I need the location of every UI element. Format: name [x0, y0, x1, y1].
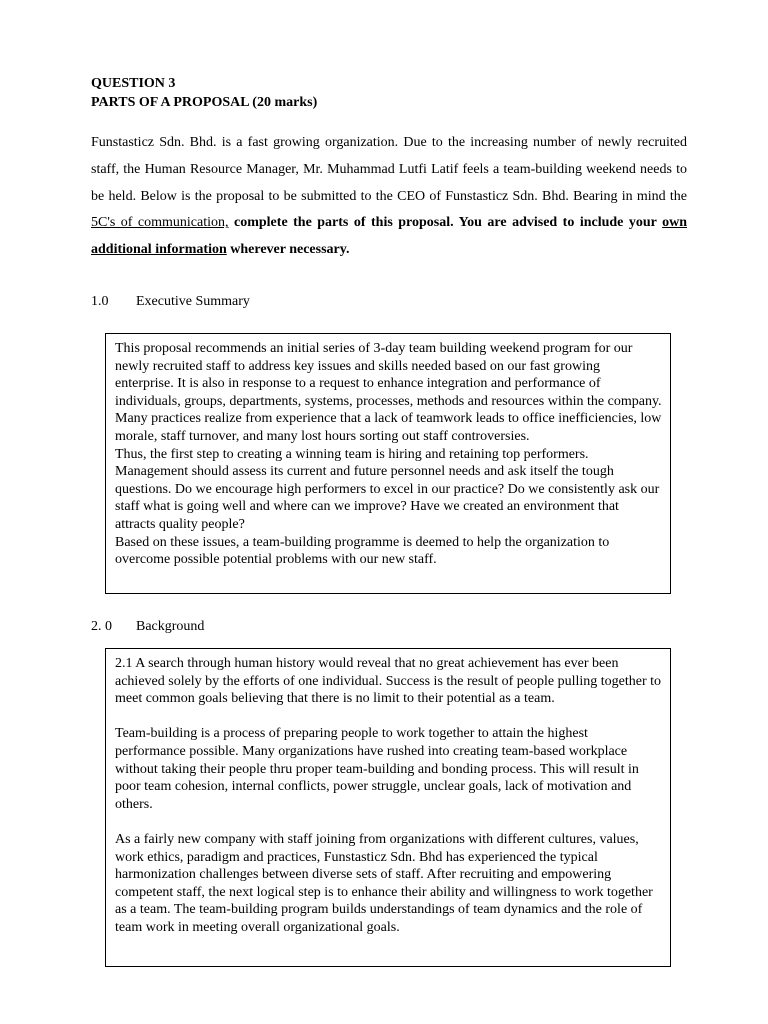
section-heading-executive-summary [91, 293, 250, 311]
section-title: Background [136, 619, 205, 634]
intro-text: Funstasticz Sdn. Bhd. is a fast growing organization. Due to the increasing number of newly recruited staff, the Human Resource Manager, Mr. Muhammad Lutfi Latif feels a team-building weekend needs to be held. Below is the proposal to be submitted to the CEO of Funstasticz Sdn. Bhd. Bearing in mind the [91, 135, 687, 204]
section-number: 1.0 [91, 294, 109, 309]
section-title: Executive Summary [136, 294, 250, 309]
question-subtitle: PARTS OF A PROPOSAL (20 marks) [91, 95, 318, 110]
summary-paragraph: Based on these issues, a team-building programme is deemed to help the organization to overcome possible potential problems with our new staff. [115, 534, 610, 568]
summary-paragraph: This proposal recommends an initial series of 3-day team building weekend program for our newly recruited staff to address key issues and skills needed based on our fast growing enterprise. It is also in response to a request to enhance integration and performance of individuals, groups, departments, systems, processes, methods and resources within the company. Many practices realize from experience that a lack of teamwork leads to office inefficiencies, low morale, staff turnover, and many lost hours sorting out staff controversies. [115, 341, 662, 444]
intro-instruction-end: wherever necessary. [226, 242, 350, 258]
question-title: QUESTION 3 [91, 76, 176, 91]
intro-emphasis: own additional information [91, 215, 687, 258]
paragraph-gap [115, 813, 662, 831]
summary-paragraph: Thus, the first step to creating a winning team is hiring and retaining top performers. Management should assess its current and future personnel needs and ask itself the tough questions. Do we encourage high performers to excel in our practice? Do we consistently ask our staff what is going well and where can we improve? Have we created an environment that attracts quality people? [115, 446, 660, 532]
executive-summary-box [105, 333, 671, 594]
intro-5cs-link: 5C's of communication, [91, 215, 229, 231]
background-paragraph: As a fairly new company with staff joining from organizations with different cultures, values, work ethics, paradigm and practices, Funstasticz Sdn. Bhd has experienced the typical harmonization challenges between diverse sets of staff. After recruiting and empowering competent staff, the next logical step is to enhance their ability and willingness to work together as a team. The team-building program builds understandings of team dynamics and the role of team work in meeting overall organizational goals. [115, 831, 653, 935]
intro-instruction: complete the parts of this proposal. You are advised to include your [228, 215, 663, 231]
background-paragraph: Team-building is a process of preparing people to work together to attain the highest performance possible. Many organizations have rushed into creating team-based workplace without taking their people thru proper team-building and bonding process. This will result in poor team cohesion, internal conflicts, power struggle, unclear goals, lack of motivation and others. [115, 726, 639, 812]
section-number: 2. 0 [91, 619, 112, 634]
background-paragraph: 2.1 A search through human history would reveal that no great achievement has ever been achieved solely by the efforts of one individual. Success is the result of people pulling together to meet common goals believing that there is no limit to their potential as a team. [115, 656, 661, 707]
question-header [91, 74, 317, 112]
intro-paragraph [91, 130, 687, 264]
background-box [105, 648, 671, 967]
section-heading-background [91, 618, 204, 636]
paragraph-gap [115, 708, 662, 726]
